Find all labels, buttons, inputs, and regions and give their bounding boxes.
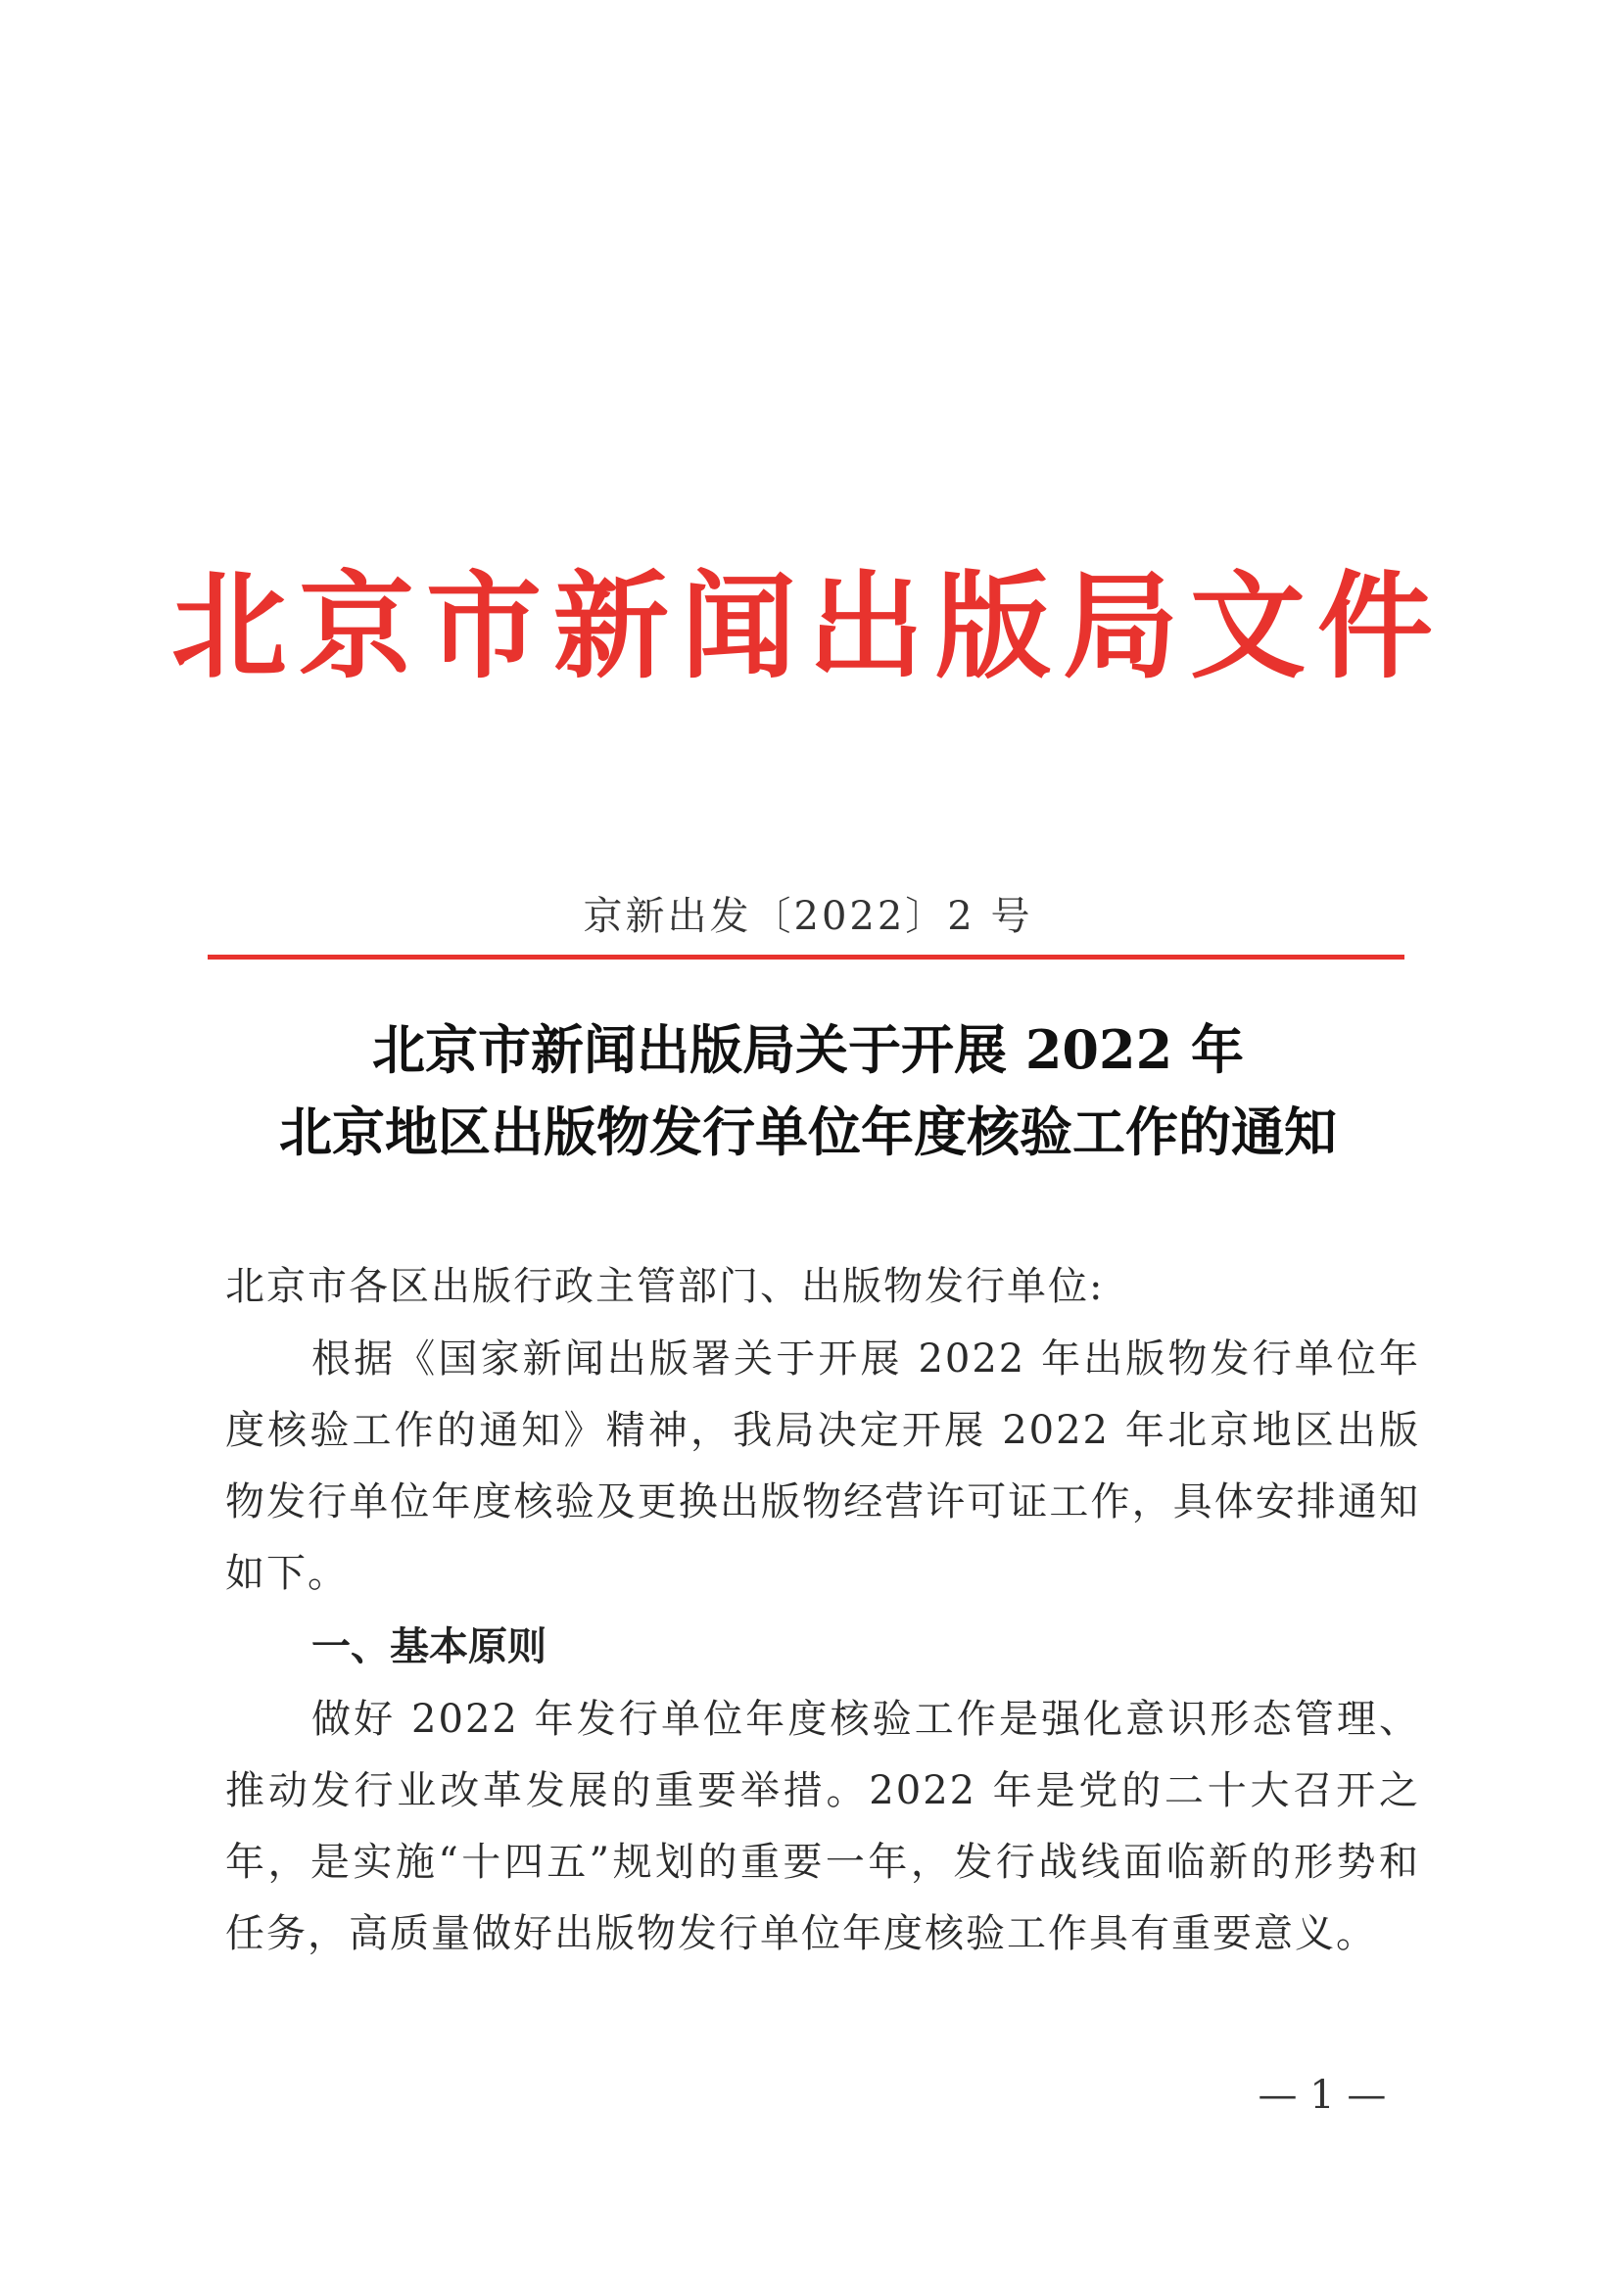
page-number: — 1 — [1258, 2073, 1387, 2118]
salutation: 北京市各区出版行政主管部门、出版物发行单位: [225, 1264, 1105, 1309]
issuer-title: 北京市新闻出版局文件 [170, 558, 1445, 694]
document-number: 京新出发〔2022〕2 号 [583, 894, 1033, 939]
notice-title-line-2: 北京地区出版物发行单位年度核验工作的通知 [279, 1101, 1337, 1163]
section-1-paragraph: 做好 2022 年发行单位年度核验工作是强化意识形态管理、推动发行业改革发展的重要举措。2022 年是党的二十大召开之年，是实施“十四五”规划的重要一年，发行战线面临新的形势和任务，高质量做好出版物发行单位年度核验工作具有重要意义。 [225, 1697, 1420, 1956]
intro-paragraph: 根据《国家新闻出版署关于开展 2022 年出版物发行单位年度核验工作的通知》精神，我局决定开展 2022 年北京地区出版物发行单位年度核验及更换出版物经营许可证工作，具体安排通知如下。 [225, 1336, 1420, 1596]
red-divider-line [208, 955, 1404, 960]
section-heading-1: 一、基本原则 [311, 1624, 547, 1669]
notice-title-line-1: 北京市新闻出版局关于开展 2022 年 [372, 1018, 1244, 1081]
